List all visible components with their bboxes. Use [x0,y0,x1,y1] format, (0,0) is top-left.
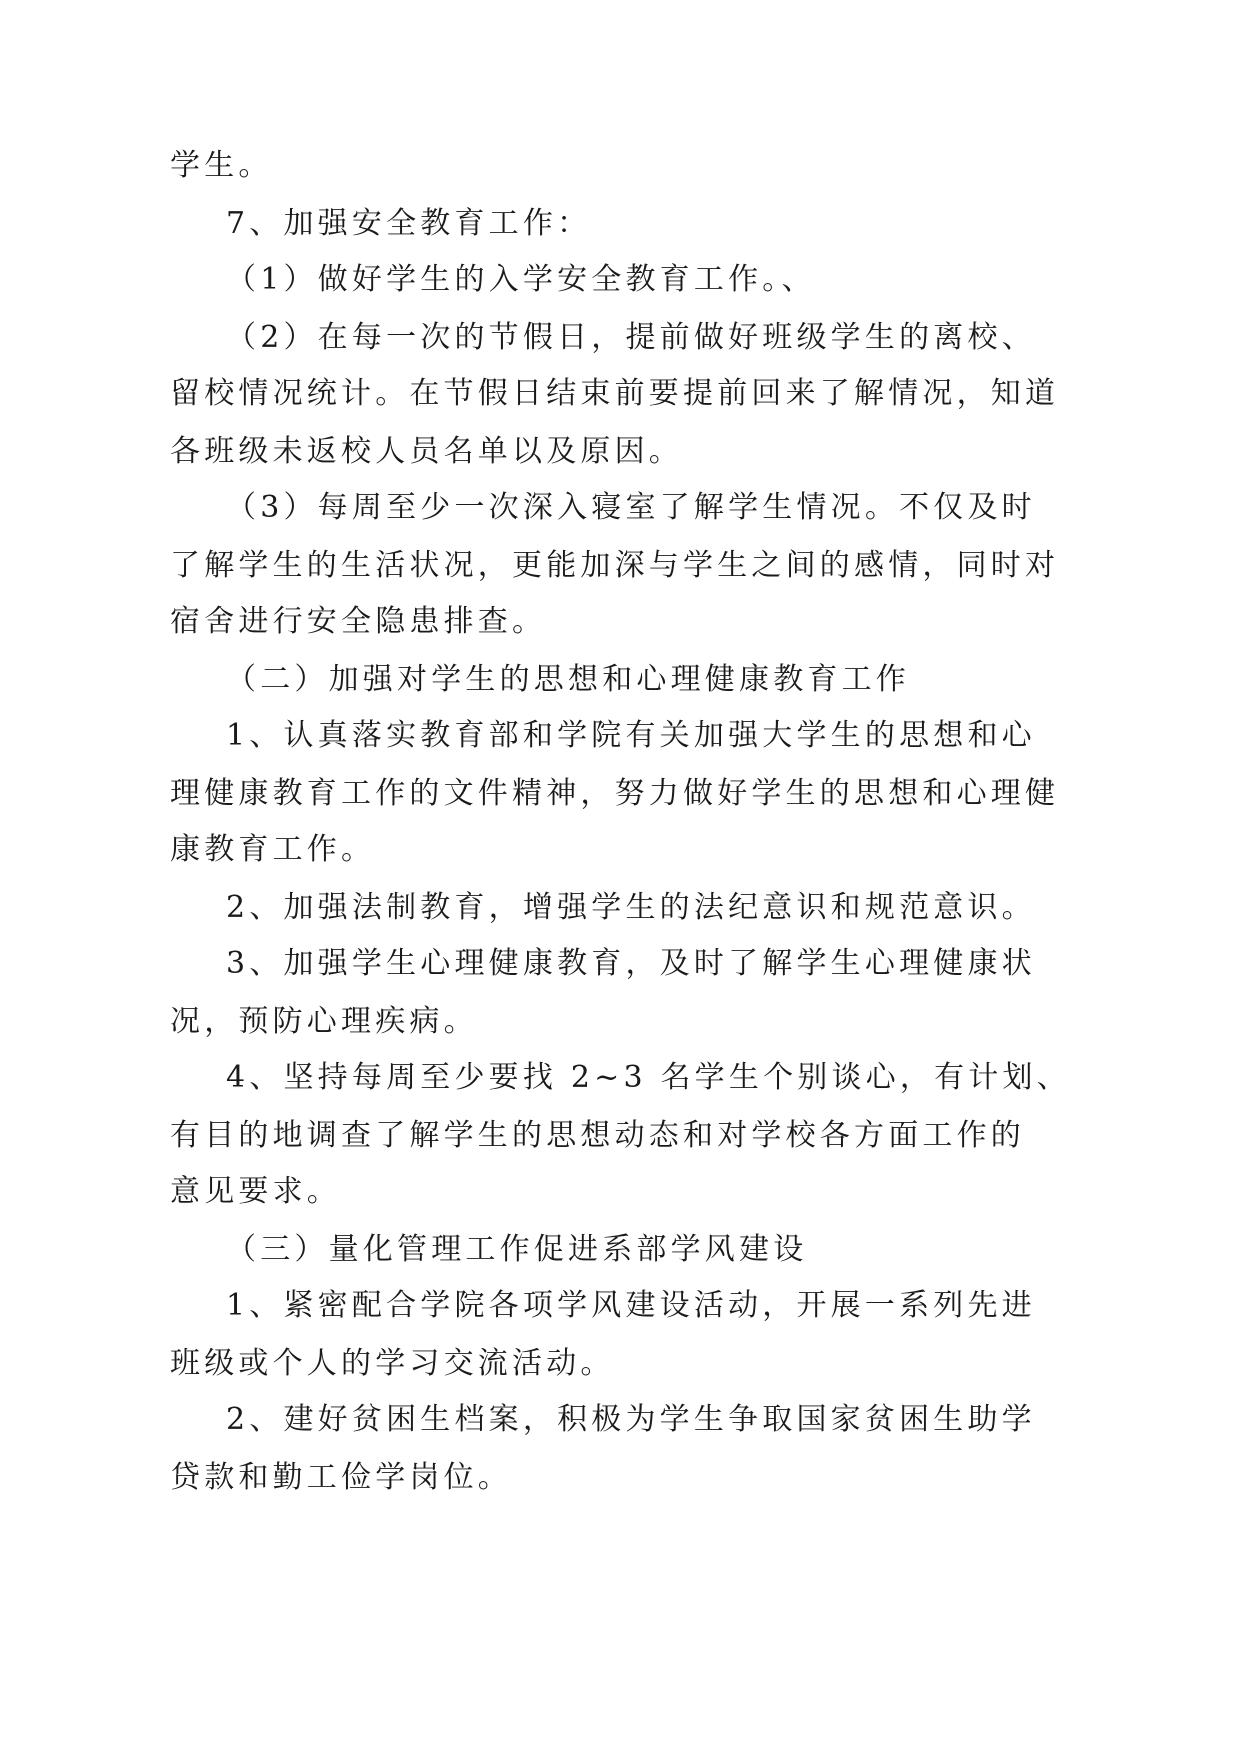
text-line: 1、认真落实教育部和学院有关加强大学生的思想和心 [226,718,1036,753]
text-line: 了解学生的生活状况，更能加深与学生之间的感情，同时对 [170,548,1060,583]
section-heading: （三）量化管理工作促进系部学风建设 [226,1232,808,1267]
text-line: 2、加强法制教育，增强学生的法纪意识和规范意识。 [226,890,1036,925]
text-line: 意见要求。 [170,1174,341,1209]
text-line: 3、加强学生心理健康教育，及时了解学生心理健康状 [226,946,1036,981]
text-line: 况，预防心理疾病。 [170,1004,478,1039]
section-heading: （二）加强对学生的思想和心理健康教育工作 [226,662,910,697]
text-line: 各班级未返校人员名单以及原因。 [170,434,683,469]
text-line: 1、紧密配合学院各项学风建设活动，开展一系列先进 [226,1288,1036,1323]
text-line: 留校情况统计。在节假日结束前要提前回来了解情况，知道 [170,376,1060,411]
text-line: （1）做好学生的入学安全教育工作。、 [226,262,816,297]
text-line: （2）在每一次的节假日，提前做好班级学生的离校、 [226,320,1036,355]
text-line: （3）每周至少一次深入寝室了解学生情况。不仅及时 [226,490,1036,525]
text-line: 7、加强安全教育工作： [226,206,592,241]
text-line: 理健康教育工作的文件精神，努力做好学生的思想和心理健 [170,776,1060,811]
text-line: 康教育工作。 [170,832,376,867]
text-line: 2、建好贫困生档案，积极为学生争取国家贫困生助学 [226,1402,1036,1437]
text-line: 有目的地调查了解学生的思想动态和对学校各方面工作的 [170,1118,1025,1153]
text-line: 班级或个人的学习交流活动。 [170,1346,615,1381]
text-line: 4、坚持每周至少要找 2~3 名学生个别谈心，有计划、 [226,1060,1071,1095]
text-line: 学生。 [170,148,273,183]
text-line: 贷款和勤工俭学岗位。 [170,1460,512,1495]
text-line: 宿舍进行安全隐患排查。 [170,604,547,639]
